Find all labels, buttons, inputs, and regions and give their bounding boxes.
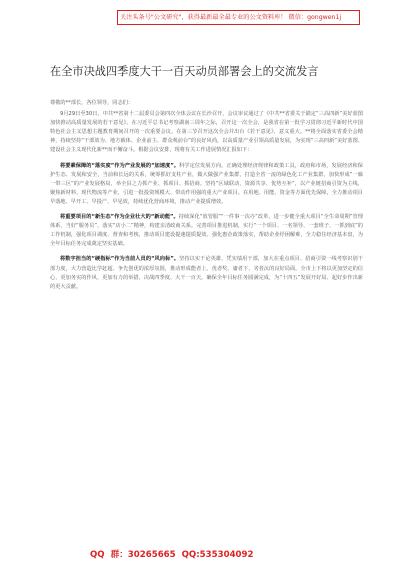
section-heading: 将重要项目的“新生态”作为企业壮大的“新动能”。 xyxy=(60,214,179,221)
document-body xyxy=(50,99,363,294)
paragraph-text: 9月29日至30日，中共**省第十二届委员会第四次全体会议在长沙召开，会议审议通过了《中共**省委关于锚定“三高四新”美好蓝图 加快推动高质量发展的若干意见》。在习近平总书记考察湖南三周年之际，召开这一次全会，是我省在第一批学习贯彻习近平新时代中国特色社会主义思想主题教育期间召开的一次重要会议。在第三节召开这次全会并出台《若干意见》，意义重大。**将全面落实省委全会精神，持续坚持“干部效为、地方载体、企业前主、群众观前台”的良好风尚，以高质量产业引领高质量发展，为实现“三高四新”美好蓝图、建设社会主义现代化新**而不懈奋斗。根据会议安排，现将有关工作进展情况汇报如下： xyxy=(50,111,363,154)
paragraph-section-2 xyxy=(50,213,363,249)
page-title: 在全市决战四季度大干一百天动员部署会上的交流发言 xyxy=(50,65,319,78)
section-heading: 将数字担当的“硬指标”作为当前人员的“风向标”。 xyxy=(60,256,180,263)
paragraph-text: 持续深化“放管服”“一件事一次办”改革，进一步健全重大项目“全生命周期”管理体系，当好“服务员”、落实“店小二”精神，构建亲清政商关系。完善项目推进机制，实行“一个项目、一名领导、一套班子、一抓到底”的工作机制，强化项目调度、督查和考核，推动项目建设提速提质提效。强化惠企政策落实，帮助企业纾困解难，全力稳住经济基本盘，为全年目标任务完成奠定坚实基础。 xyxy=(50,214,363,248)
paragraph-section-1 xyxy=(50,162,363,207)
paragraph-intro xyxy=(50,110,363,155)
paragraph-text: 坚持以实干论英雄、凭实绩用干部，加大在重点项目、招商引资一线考察识别干部力度，大力营造比学赶超、争先创优的浓厚氛围，推动形成能者上、优者奖、庸者下、劣者汰的良好局面。全市上下将以更加坚定的信心、更加务实的作风、更加有力的举措，决战四季度、大干一百天，确保全年目标任务圆满完成，为“十四五”发展开好局、起好步作出新的更大贡献。 xyxy=(50,256,363,290)
banner-text: 关注头条号"公文研究"，获得最新最全最专业的公文资料库！ 微信：gongwen1j xyxy=(120,14,342,21)
paragraph-text: 科学定位发展方向，正确处理经济规律和政策工具，政府和市场，发展经济和保护生态、发展和安全，当前和长远的关系，统筹抓好支柱产业，做大做强产业集群，打造全省一流的绿色化工产业集群，加快形成“一廊一带三区”的产业发展格局，举全县之力抓产业、抓项目、抓招商。坚持“区域联动、资源共享、优势互补”，以产业链招商引资为主线，聚焦新材料、现代物流等产业，引进一批投资规模大、带动作用强的重大产业项目。在用地、用能、资金等方面优先保障，全力推动项目早落地、早开工、早投产、早见效，持续优化营商环境，推动产业提质增效。 xyxy=(50,162,363,205)
section-heading: 将要素保障的“落实度”作为产业发展的“加速度”。 xyxy=(60,162,180,169)
greeting: 尊敬的**部长，各位领导，同志们： xyxy=(50,100,134,106)
footer-contact: QQ 群：30265665 QQ:535304092 xyxy=(90,550,254,560)
paragraph-section-3 xyxy=(50,255,363,291)
top-banner xyxy=(0,0,408,44)
